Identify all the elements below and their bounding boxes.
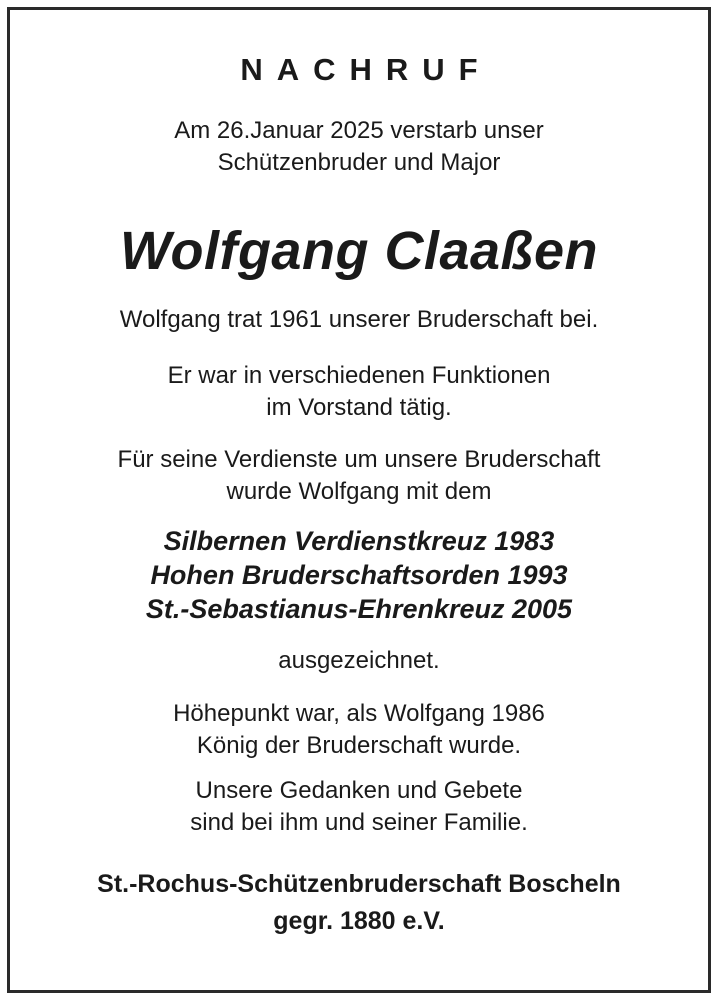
notice-title: NACHRUF [240, 52, 492, 87]
thoughts-line-2: sind bei ihm und seiner Familie. [190, 809, 528, 836]
award-3: St.-Sebastianus-Ehrenkreuz 2005 [145, 594, 573, 624]
membership-text: Wolfgang trat 1961 unserer Bruderschaft bei. [119, 306, 599, 333]
functions-line-2: im Vorstand tätig. [266, 394, 452, 421]
functions-line-1: Er war in verschiedenen Funktionen [167, 362, 551, 389]
highlight-line-1: Höhepunkt war, als Wolfgang 1986 [173, 700, 545, 727]
award-2: Hohen Bruderschaftsorden 1993 [150, 560, 568, 590]
award-1: Silbernen Verdienstkreuz 1983 [163, 526, 555, 556]
intro-line-2: Schützenbruder und Major [217, 149, 501, 176]
merits-line-2: wurde Wolfgang mit dem [226, 478, 492, 505]
organization-name: St.-Rochus-Schützenbruderschaft Boscheln [97, 870, 621, 898]
deceased-name: Wolfgang Claaßen [119, 221, 599, 281]
awarded-text: ausgezeichnet. [278, 647, 440, 674]
merits-line-1: Für seine Verdienste um unsere Bruderschaft [117, 446, 601, 473]
intro-line-1: Am 26.Januar 2025 verstarb unser [174, 117, 544, 144]
thoughts-line-1: Unsere Gedanken und Gebete [195, 777, 523, 804]
organization-founded: gegr. 1880 e.V. [273, 907, 445, 935]
highlight-line-2: König der Bruderschaft wurde. [196, 732, 522, 759]
